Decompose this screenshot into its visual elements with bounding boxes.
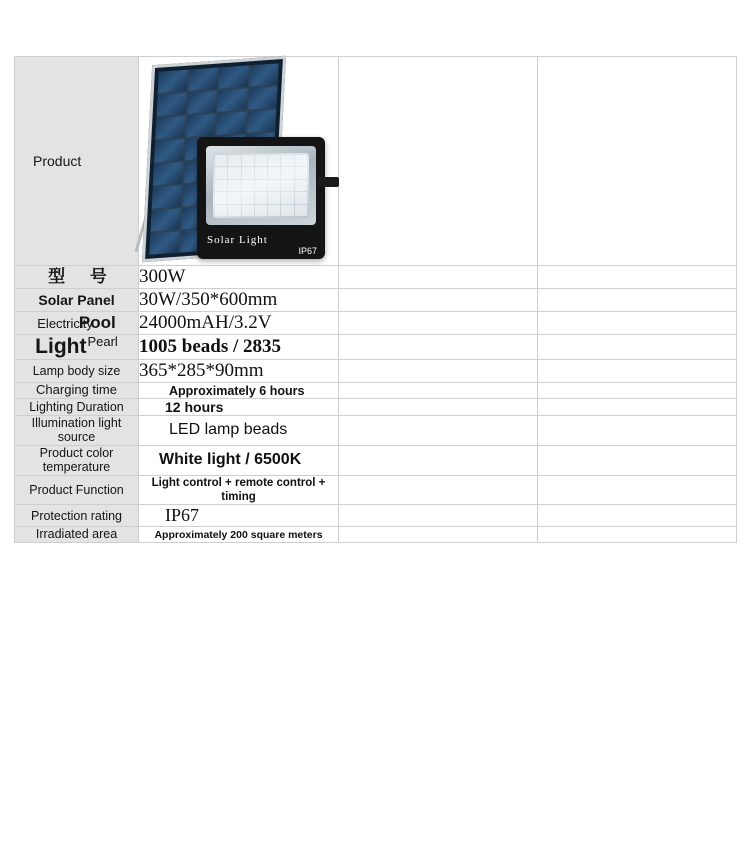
row-label-model: 型 号 [15,266,139,289]
table-row-lamp-body-size [15,360,737,383]
blank-cell [339,312,538,335]
blank-cell [538,289,737,312]
blank-cell [339,416,538,446]
blank-cell [538,335,737,360]
product-photo [139,57,339,265]
row-label-charging-time: Charging time [15,383,139,399]
row-value-charging-time: Approximately 6 hours [139,383,339,399]
table-row-product [15,57,737,266]
table-row-lighting-duration [15,399,737,416]
blank-cell [339,266,538,289]
blank-cell [538,383,737,399]
blank-cell [339,360,538,383]
row-value-protection-rating: IP67 [139,505,339,527]
blank-cell [538,505,737,527]
blank-cell [339,475,538,505]
table-row-solar-panel [15,289,737,312]
specification-table [14,56,737,543]
blank-cell [339,399,538,416]
blank-cell [538,475,737,505]
row-value-lamp-body-size: 365*285*90mm [139,360,339,383]
table-row-protection-rating [15,505,737,527]
blank-cell [538,416,737,446]
lamp-bracket [317,177,339,187]
row-value-product-function: Light control + remote control + timing [139,475,339,505]
table-row-illumination-source [15,416,737,446]
row-value-lighting-duration: 12 hours [139,399,339,416]
blank-cell [339,505,538,527]
blank-cell [538,312,737,335]
row-value-solar-panel: 30W/350*600mm [139,289,339,312]
blank-cell [538,399,737,416]
table-row-product-function [15,475,737,505]
blank-cell [538,266,737,289]
table-row-irradiated-area [15,527,737,542]
row-label-battery [15,312,139,335]
blank-cell [538,527,737,542]
table-row-charging-time [15,383,737,399]
blank-cell [339,527,538,542]
row-value-light-pearl: 1005 beads / 2835 [139,335,339,360]
row-value-color-temperature: White light / 6500K [139,445,339,475]
blank-cell [339,383,538,399]
row-label-lighting-duration: Lighting Duration [15,399,139,416]
row-label-product-function: Product Function [15,475,139,505]
row-value-illumination-source: LED lamp beads [139,416,339,446]
blank-cell [339,57,538,266]
row-label-solar-panel: Solar Panel [15,289,139,312]
blank-cell [538,57,737,266]
row-label-product: Product [15,57,139,266]
led-flood-light-icon [197,137,325,259]
row-label-protection-rating: Protection rating [15,505,139,527]
row-label-illumination-source: Illumination light source [15,416,139,446]
row-label-color-temperature: Product color temperature [15,445,139,475]
blank-cell [339,335,538,360]
row-value-irradiated-area: Approximately 200 square meters [139,527,339,542]
table-row-model [15,266,737,289]
table-row-color-temperature [15,445,737,475]
lamp-brand-text: Solar Light [207,234,268,246]
row-label-light-pearl [15,335,139,360]
table-row-battery [15,312,737,335]
row-label-battery-a: Electricity [37,316,93,332]
table-row-light-pearl [15,335,737,360]
lamp-ip-text: IP67 [298,246,317,256]
blank-cell [538,360,737,383]
lamp-beads-grid [213,153,309,218]
blank-cell [339,289,538,312]
row-label-lamp-body-size: Lamp body size [15,360,139,383]
row-label-irradiated-area: Irradiated area [15,527,139,542]
row-value-battery: 24000mAH/3.2V [139,312,339,335]
blank-cell [339,445,538,475]
specification-sheet [14,56,736,543]
product-image-cell [139,57,339,266]
blank-cell [538,445,737,475]
row-value-model: 300W [139,266,339,289]
row-label-pearl: Pearl [87,334,118,349]
lamp-face [206,146,316,225]
row-label-light: Light [35,335,87,358]
row-label-battery-b: Pool [78,313,116,333]
